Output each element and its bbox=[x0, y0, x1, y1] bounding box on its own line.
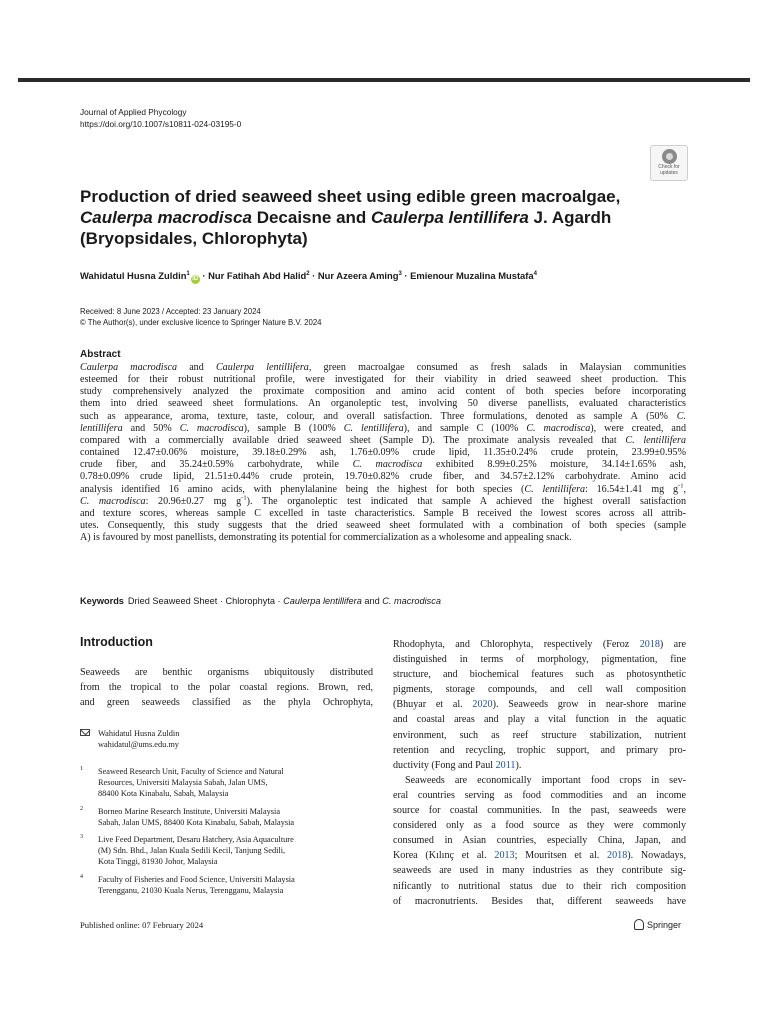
abstract-text: Caulerpa macrodisca and Caulerpa lentillifera, green macroalgae consumed as fresh salads in Malaysian communities esteemed for their robust nutritional profile, were investigated for their viability in dried seaweed sheet production. This study comprehensively analyzed the proximate composition and amino acid content of both species before incorporating them into dried seaweed sheet formulations. An organoleptic test, involving 50 diverse panellists, evaluated characteristics such as appearance, aroma, texture, taste, colour, and overall satisfaction. Three formulations, denoted as sample A (50% C. lentillifera and 50% C. macrodisca), sample B (100% C. lentillifera), and sample C (100% C. macrodisca), were created, and compared with a commercially available dried seaweed sheet (Sample D). The proximate analysis revealed that C. lentillifera contained 12.47±0.06% moisture, 39.18±0.29% ash, 1.76±0.09% crude lipid, 11.35±0.24% crude protein, 23.99±0.95% crude fiber, and 35.24±0.59% carbohydrate, while C. macrodisca exhibited 8.99±0.25% moisture, 34.14±1.65% ash, 0.78±0.09% crude lipid, 21.51±0.44% crude protein, 19.70±0.82% crude fiber, and 34.57±2.12% carbohydrate. Amino acid analysis identified 16 amino acids, with phenylalanine being the highest for both species (C. lentillifera: 16.54±1.41 mg $g^{-1}$, C. macrodisca: 20.96±0.27 mg $g^{-1}$). The organoleptic test indicated that sample A achieved the highest overall satisfaction and texture scores, whereas sample C excelled in taste characteristics. Sample B received the lowest scores across all attrib- utes. Consequently, this study suggests that the dried seaweed sheet formulated with a combination of both species (sample A) is favoured by most panellists, demonstrating its potential for commercialization as a wholesome and appealing snack. bbox=[80, 362, 687, 544]
affiliation-line: (M) Sdn. Bhd., Jalan Kuala Sedili Kecil, Tanjung Sedili, bbox=[98, 846, 286, 855]
title-species-2: Caulerpa lentillifera bbox=[371, 208, 529, 227]
affiliation-number: 3 bbox=[80, 834, 83, 840]
author-sep: · bbox=[401, 270, 411, 281]
affiliation-line: Terengganu, 21030 Kuala Nerus, Terengganu, Malaysia bbox=[98, 886, 284, 895]
author-4[interactable]: Emienour Muzalina Mustafa bbox=[410, 270, 534, 281]
author-2[interactable]: Nur Fatihah Abd Halid bbox=[208, 270, 307, 281]
author-3[interactable]: Nur Azeera Aming bbox=[317, 270, 399, 281]
journal-header bbox=[80, 106, 241, 130]
author-3-affil: 3 bbox=[398, 270, 402, 277]
paper-title bbox=[80, 186, 680, 249]
check-for-updates-badge[interactable] bbox=[650, 145, 688, 181]
author-4-affil: 4 bbox=[533, 270, 537, 277]
author-1[interactable]: Wahidatul Husna Zuldin bbox=[80, 270, 187, 281]
abstract-heading: Abstract bbox=[80, 349, 121, 360]
author-2-affil: 2 bbox=[306, 270, 310, 277]
keyword-species-1: Caulerpa lentillifera bbox=[283, 596, 362, 606]
keyword-species-2: C. macrodisca bbox=[382, 596, 441, 606]
article-dates bbox=[80, 306, 322, 328]
keywords-conj: and bbox=[361, 596, 383, 606]
author-sep: · bbox=[309, 270, 318, 281]
title-line-1: Production of dried seaweed sheet using edible green macroalgae, bbox=[80, 187, 621, 206]
introduction-heading: Introduction bbox=[80, 635, 153, 649]
affiliation-line: Resources, Universiti Malaysia Sabah, Jalan UMS, bbox=[98, 778, 268, 787]
top-rule bbox=[18, 78, 750, 82]
journal-name: Journal of Applied Phycology bbox=[80, 107, 187, 117]
author-sep: · bbox=[199, 270, 209, 281]
keywords-line bbox=[80, 596, 441, 607]
badge-line-1: Check for bbox=[658, 164, 680, 170]
affiliation-line: Faculty of Fisheries and Food Science, Universiti Malaysia bbox=[98, 875, 295, 884]
affiliation-line: Seaweed Research Unit, Faculty of Science and Natural bbox=[98, 767, 284, 776]
corresponding-author: Wahidatul Husna Zuldin bbox=[98, 729, 180, 738]
affiliation-line: 88400 Kota Kinabalu, Sabah, Malaysia bbox=[98, 789, 229, 798]
author-list bbox=[80, 270, 537, 284]
badge-line-2: updates bbox=[660, 169, 678, 176]
check-for-updates-icon bbox=[662, 149, 677, 164]
publisher-name: Springer bbox=[647, 920, 682, 930]
title-line-3: (Bryopsidales, Chlorophyta) bbox=[80, 229, 308, 248]
orcid-icon[interactable]: iD bbox=[192, 276, 199, 282]
title-species-1: Caulerpa macrodisca bbox=[80, 208, 252, 227]
springer-logo bbox=[634, 919, 681, 930]
affiliation-line: Live Feed Department, Desaru Hatchery, Asia Aquaculture bbox=[98, 835, 294, 844]
affiliation-number: 1 bbox=[80, 766, 83, 772]
title-end: J. Agardh bbox=[528, 208, 612, 227]
affiliation-number: 2 bbox=[80, 806, 83, 812]
title-mid: Decaisne and bbox=[251, 208, 372, 227]
author-1-affil: 1 bbox=[186, 270, 190, 277]
doi-link[interactable]: https://doi.org/10.1007/s10811-024-03195-0 bbox=[80, 119, 242, 129]
intro-left-column: Seaweeds are benthic organisms ubiquitously distributed from the tropical to the polar coastal regions. Brown, red, and green seaweeds classified as the phyla Ochrophyta, bbox=[80, 667, 373, 709]
intro-right-column: Rhodophyta, and Chlorophyta, respectively (Feroz 2018) are distinguished in terms of morphology, pigmentation, fine structure, and biochemical features such as photosynthetic pigments, storage compounds, and cell wall composition (Bhuyar et al. 2020). Seaweeds grow in near-shore marine and coastal areas and play a vital function in the aquatic environment, such as reef structure stabilization, nutrient retention and recycling, trophic support, and primary pro- ductivity (Fong and Paul 2011). Seaweeds are economically important food crops in sev- eral countries serving as food commodities and an income source for coastal communities. In the past, seaweeds were considered only as a food source as they were commonly consumed in Asian countries, especially China, Japan, and Korea (Kılınç et al. 2013; Mouritsen et al. 2018). Nowadays, seaweeds are used in many industries as they contribute sig- nificantly to nutritional status due to their rich composition of macronutrients. Besides that, different seaweeds have bbox=[393, 639, 687, 907]
springer-horse-icon bbox=[634, 919, 644, 930]
keywords-value: Dried Seaweed Sheet · Chlorophyta · bbox=[127, 596, 284, 606]
copyright-line: © The Author(s), under exclusive licence to Springer Nature B.V. 2024 bbox=[80, 318, 322, 327]
affiliation-number: 4 bbox=[80, 874, 83, 880]
affiliation-line: Borneo Marine Research Institute, Universiti Malaysia bbox=[98, 807, 281, 816]
envelope-icon bbox=[80, 729, 90, 736]
corresponding-email[interactable]: wahidatul@ums.edu.my bbox=[98, 740, 179, 749]
affiliation-line: Kota Tinggi, 81930 Johor, Malaysia bbox=[98, 857, 218, 866]
published-online: Published online: 07 February 2024 bbox=[80, 920, 204, 930]
affiliation-line: Sabah, Jalan UMS, 88400 Kota Kinabalu, Sabah, Malaysia bbox=[98, 818, 295, 827]
keywords-label: Keywords bbox=[80, 596, 124, 606]
received-accepted: Received: 8 June 2023 / Accepted: 23 January 2024 bbox=[80, 307, 261, 316]
